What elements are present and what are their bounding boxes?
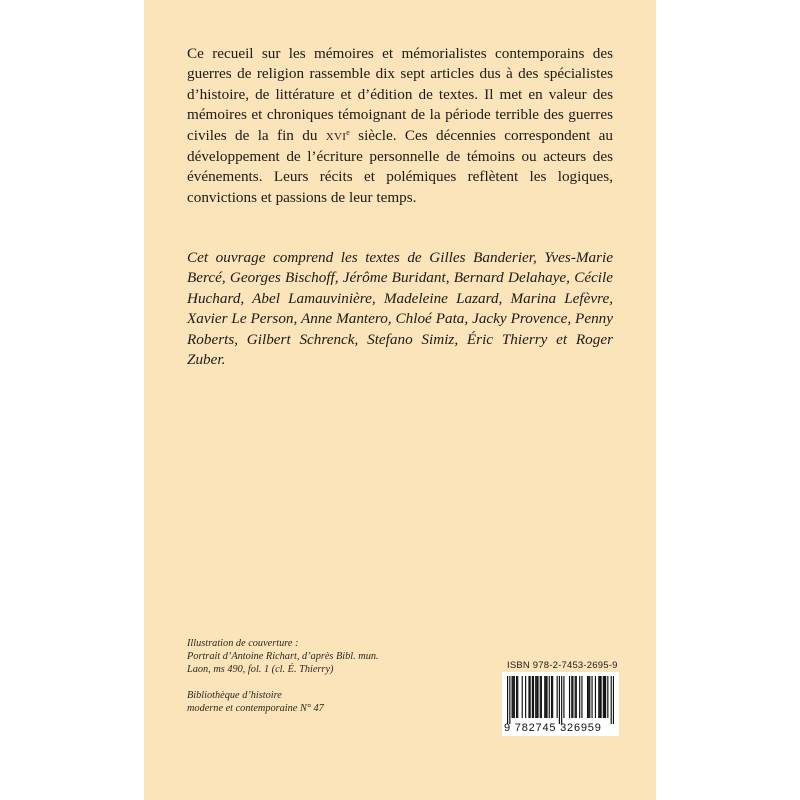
summary-text-start: Ce recueil sur les mémoires et mémorialistes contemporains des guerres de religion rassemble dix sept articles dus à des spécialistes d’histoire, de littérature et d’édition de textes. Il met en valeur des mémoires et chroniques témoignant de la période terrible des guerres civiles de la fin du <box>187 45 613 144</box>
illustration-credit-line: Portrait d’Antoine Richart, d’après Bibl. mun. <box>187 651 379 663</box>
illustration-credit-line: Laon, ms 490, fol. 1 (cl. É. Thierry) <box>187 664 334 676</box>
barcode-bar <box>507 676 508 724</box>
series-line: moderne et contemporaine N° 47 <box>187 703 324 715</box>
barcode-bar <box>575 676 576 718</box>
barcode-bar <box>551 676 552 718</box>
barcode-bar <box>537 676 538 718</box>
barcode-bar <box>517 676 518 718</box>
barcode-bar <box>600 676 601 718</box>
barcode-bar <box>598 676 599 718</box>
barcode-bar <box>522 676 523 718</box>
series-info <box>187 689 487 715</box>
barcode-bar <box>599 676 600 718</box>
barcode-bar <box>563 676 564 718</box>
barcode-bars <box>507 676 614 724</box>
barcode-bar <box>514 676 515 718</box>
barcode-bar <box>607 676 608 718</box>
barcode-bar <box>546 676 547 718</box>
barcode-bar <box>559 676 560 724</box>
barcode-bar <box>533 676 534 718</box>
barcode-bar <box>581 676 582 718</box>
barcode-bar <box>535 676 536 718</box>
barcode-bar <box>603 676 604 718</box>
barcode-bar <box>549 676 550 718</box>
barcode-bar <box>544 676 545 718</box>
barcode-bar <box>512 676 513 718</box>
barcode-bar <box>528 676 529 718</box>
barcode-bar <box>541 676 542 718</box>
cover-illustration-credit <box>187 637 487 677</box>
series-line: Bibliothèque d’histoire <box>187 690 282 701</box>
barcode-bar <box>595 676 596 718</box>
authors-paragraph: Cet ouvrage comprend les textes de Gilles Banderier, Yves-Marie Bercé, Georges Bischoff, Jérôme Buridant, Bernard Delahaye, Cécile Huchard, Abel Lamauvinière, Madeleine Lazard, Marina Lefèvre, Xavier Le Person, Anne Mantero, Chloé Pata, Jacky Provence, Penny Roberts, Gilbert Schrenck, Stefano Simiz, Éric Thierry et Roger Zuber. <box>187 249 613 369</box>
century-numeral: XVI <box>325 130 347 143</box>
barcode-bar <box>545 676 546 718</box>
barcode-bar <box>516 676 517 718</box>
isbn-label: ISBN 978-2-7453-2695-9 <box>507 660 618 671</box>
barcode-bar <box>540 676 541 718</box>
barcode-bar <box>532 676 533 718</box>
barcode-bar <box>569 676 570 718</box>
barcode-bar <box>613 676 614 724</box>
barcode-bar <box>561 676 562 724</box>
barcode-bar <box>571 676 572 718</box>
summary-text-end: siècle. Ces décennies correspondent au développement de l’écriture personnelle de témoins ou acteurs des événements. Leurs récits et polémiques reflètent les logiques, convictions et passions de leur temps. <box>187 126 613 206</box>
barcode-bar <box>552 676 553 718</box>
barcode-bar <box>513 676 514 718</box>
barcode-bar <box>572 676 573 718</box>
barcode-bar <box>509 676 510 724</box>
barcode-bar <box>579 676 580 718</box>
barcode-bar <box>530 676 531 718</box>
barcode-bar <box>604 676 605 718</box>
barcode-bar <box>587 676 588 718</box>
barcode-bar <box>576 676 577 718</box>
barcode-bar <box>557 676 558 718</box>
barcode-bar <box>605 676 606 718</box>
summary-paragraph <box>187 44 613 208</box>
barcode-bar <box>591 676 592 718</box>
barcode-digits: 9 782745 326959 <box>504 722 602 734</box>
barcode-bar <box>525 676 526 718</box>
illustration-credit-line: Illustration de couverture : <box>187 638 299 649</box>
barcode-bar <box>588 676 589 718</box>
century-superscript: e <box>346 127 350 137</box>
barcode-bar <box>611 676 612 724</box>
barcode-bar <box>589 676 590 718</box>
barcode-bar <box>536 676 537 718</box>
